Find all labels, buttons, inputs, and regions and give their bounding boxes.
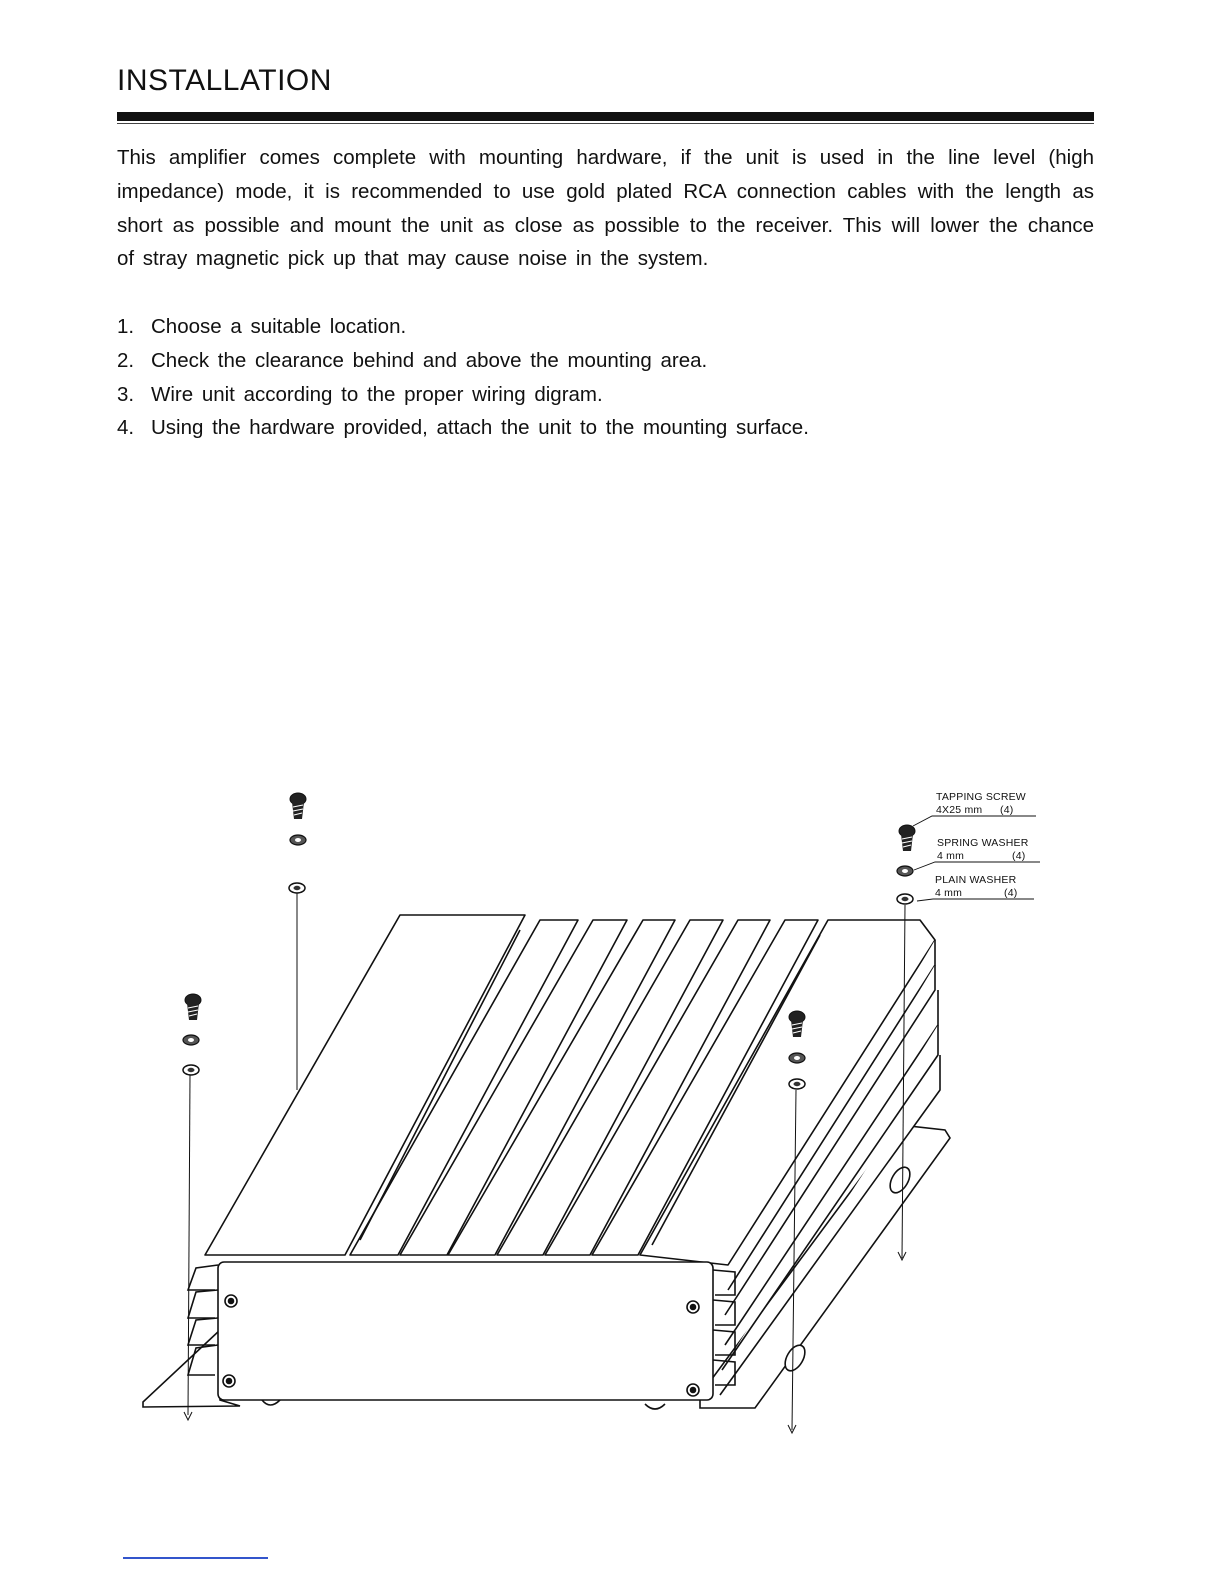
step-number: 4. bbox=[117, 416, 135, 440]
fastener-set-back-left bbox=[289, 793, 306, 1090]
intro-paragraph: This amplifier comes complete with mounting hardware, if the unit is used in the line level (high impedance) mode, it is recommended to use gold plated RCA connection cables with the length as short as possible and mount the unit as close as possible to the receiver. This will lower the chance of stray magnetic pick up that may cause noise in the system. bbox=[117, 146, 1094, 271]
footer-line bbox=[123, 1557, 268, 1559]
installation-diagram bbox=[130, 770, 1060, 1450]
tapping-screw-label: TAPPING SCREW bbox=[936, 791, 1026, 803]
step-text: Wire unit according to the proper wiring digram. bbox=[151, 382, 603, 406]
title-rule bbox=[117, 112, 1094, 121]
hardware-callouts bbox=[913, 791, 1040, 901]
page-title: INSTALLATION bbox=[117, 64, 332, 97]
step-text: Choose a suitable location. bbox=[151, 315, 407, 338]
tapping-screw-spec: 4X25 mm bbox=[936, 804, 983, 816]
title-rule-thin bbox=[117, 123, 1094, 124]
list-item bbox=[117, 344, 1094, 378]
plain-washer-spec: 4 mm bbox=[935, 887, 963, 899]
list-item bbox=[117, 411, 1094, 445]
spring-washer-spec: 4 mm bbox=[937, 850, 965, 862]
step-text: Check the clearance behind and above the mounting area. bbox=[151, 348, 708, 372]
plain-washer-qty: (4) bbox=[1004, 887, 1018, 899]
tapping-screw-qty: (4) bbox=[1000, 804, 1014, 816]
plain-washer-label: PLAIN WASHER bbox=[935, 874, 1017, 886]
spring-washer-qty: (4) bbox=[1012, 850, 1026, 862]
list-item bbox=[117, 310, 1094, 344]
step-text: Using the hardware provided, attach the unit to the mounting surface. bbox=[151, 416, 809, 440]
spring-washer-label: SPRING WASHER bbox=[937, 837, 1029, 849]
list-item bbox=[117, 378, 1094, 412]
step-number: 1. bbox=[117, 315, 135, 338]
installation-steps bbox=[117, 310, 1094, 445]
amplifier-front-panel bbox=[188, 1262, 735, 1409]
step-number: 2. bbox=[117, 348, 135, 372]
step-number: 3. bbox=[117, 382, 135, 406]
